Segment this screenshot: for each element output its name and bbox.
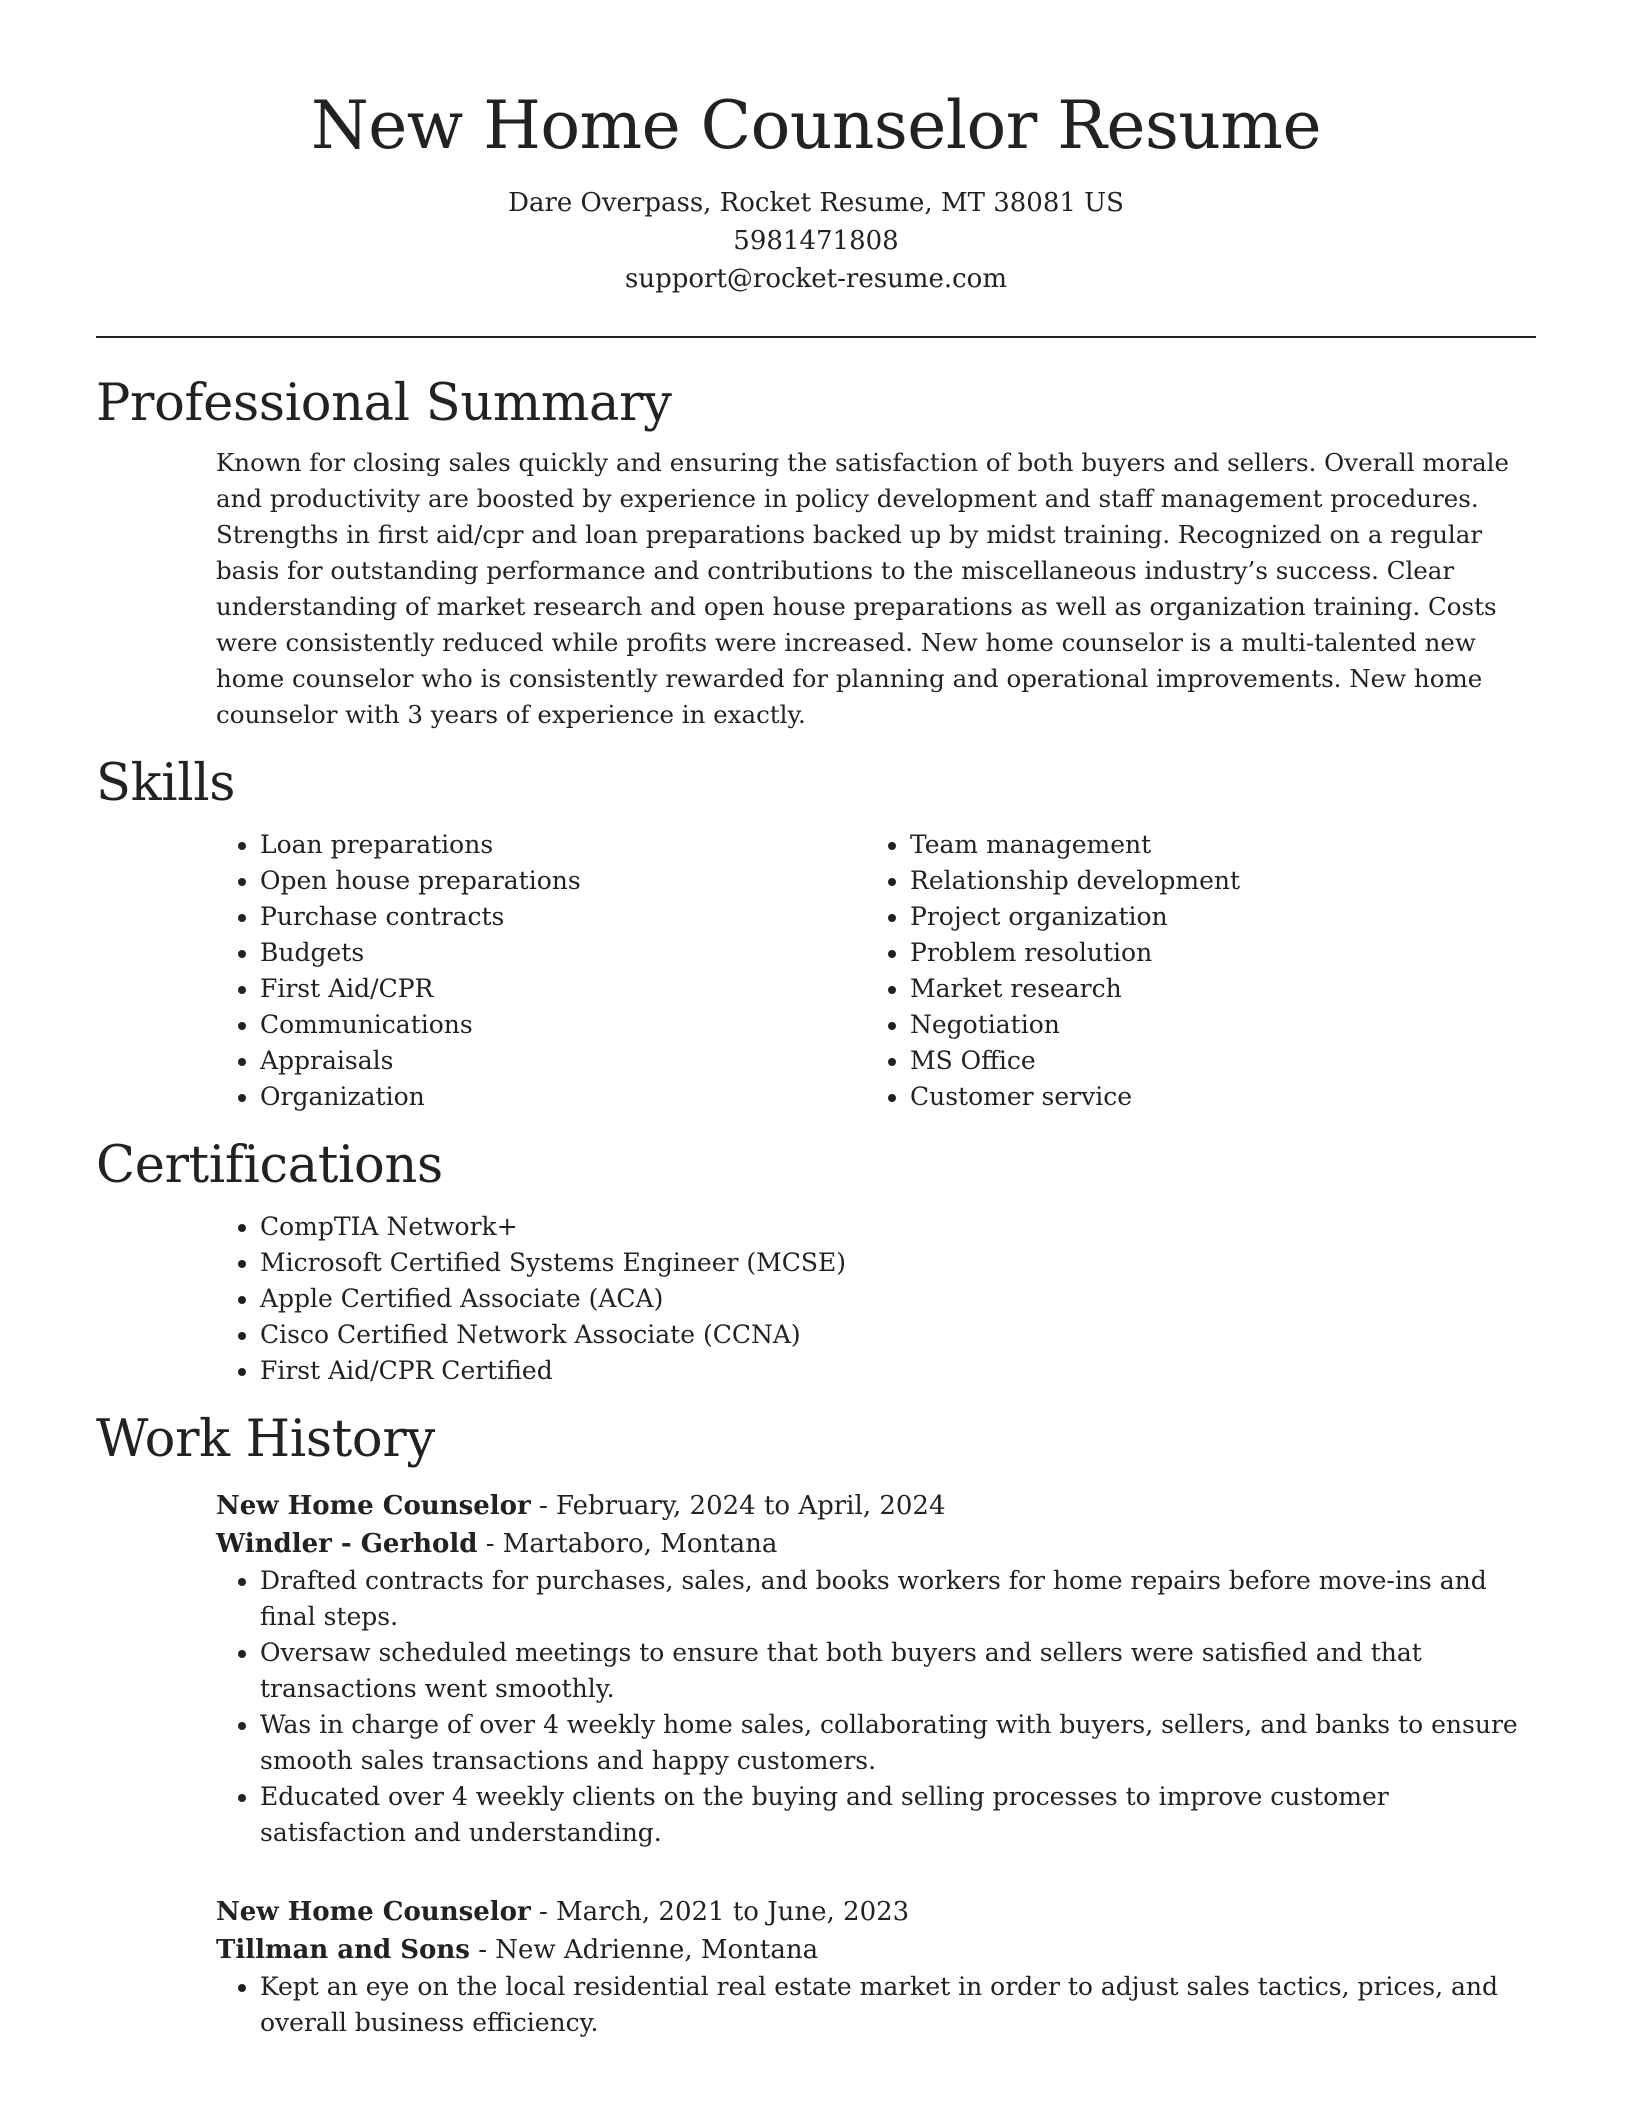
job-dates: - March, 2021 to June, 2023	[530, 1897, 910, 1927]
skill-item: • Team management	[910, 827, 1516, 863]
skills-list-left	[216, 827, 866, 1115]
skill-item: • Appraisals	[260, 1043, 866, 1079]
contact-address: Dare Overpass, Rocket Resume, MT 38081 US	[508, 188, 1124, 218]
certification-item: • Microsoft Certified Systems Engineer (MCSE)	[260, 1245, 1536, 1281]
skills-section	[96, 753, 1536, 1115]
job-company-line	[216, 1931, 1536, 1969]
certification-item: • First Aid/CPR Certified	[260, 1353, 1536, 1389]
skills-heading: Skills	[96, 754, 236, 813]
skills-column-right	[866, 827, 1516, 1115]
certification-item: • Cisco Certified Network Associate (CCNA)	[260, 1317, 1536, 1353]
certification-item: • CompTIA Network+	[260, 1209, 1536, 1245]
job-duty-item: • Educated over 4 weekly clients on the buying and selling processes to improve customer satisfaction and understanding.	[260, 1779, 1536, 1851]
skill-item: • First Aid/CPR	[260, 971, 866, 1007]
job-company: Windler - Gerhold	[216, 1529, 478, 1559]
job-company-line	[216, 1525, 1536, 1563]
job-title-line	[216, 1487, 1536, 1525]
contact-block	[96, 184, 1536, 298]
skill-item: • Purchase contracts	[260, 899, 866, 935]
header-divider	[96, 336, 1536, 338]
job-duty-item: • Was in charge of over 4 weekly home sales, collaborating with buyers, sellers, and banks to ensure smooth sales transactions and happy customers.	[260, 1707, 1536, 1779]
work-history-section	[96, 1409, 1536, 2041]
job-title-line	[216, 1893, 1536, 1931]
job-duty-item: • Kept an eye on the local residential real estate market in order to adjust sales tactics, prices, and overall business efficiency.	[260, 1969, 1536, 2041]
skills-columns	[216, 827, 1536, 1115]
job-title: New Home Counselor	[216, 1897, 531, 1927]
skills-column-left	[216, 827, 866, 1115]
job-location: - New Adrienne, Montana	[469, 1935, 819, 1965]
job-location: - Martaboro, Montana	[477, 1529, 778, 1559]
job-duties-list	[216, 1563, 1536, 1851]
job-title: New Home Counselor	[216, 1491, 531, 1521]
skill-item: • Organization	[260, 1079, 866, 1115]
skill-item: • Relationship development	[910, 863, 1516, 899]
certifications-section	[96, 1135, 1536, 1389]
job-duty-item: • Oversaw scheduled meetings to ensure that both buyers and sellers were satisfied and that transactions went smoothly.	[260, 1635, 1536, 1707]
summary-section	[96, 373, 1536, 733]
certifications-list	[216, 1209, 1536, 1389]
skill-item: • Customer service	[910, 1079, 1516, 1115]
skill-item: • Budgets	[260, 935, 866, 971]
resume-header	[96, 0, 1536, 298]
skill-item: • Market research	[910, 971, 1516, 1007]
skill-item: • Problem resolution	[910, 935, 1516, 971]
contact-email: support@rocket-resume.com	[624, 264, 1007, 294]
resume-page	[96, 0, 1536, 2041]
job-entry	[216, 1893, 1536, 2041]
certification-item: • Apple Certified Associate (ACA)	[260, 1281, 1536, 1317]
skill-item: • Communications	[260, 1007, 866, 1043]
certifications-heading: Certifications	[96, 1136, 443, 1195]
skill-item: • Open house preparations	[260, 863, 866, 899]
skill-item: • Loan preparations	[260, 827, 866, 863]
resume-title: New Home Counselor Resume	[310, 87, 1322, 164]
job-duties-list	[216, 1969, 1536, 2041]
contact-phone: 5981471808	[733, 226, 899, 256]
summary-heading: Professional Summary	[96, 374, 672, 433]
job-company: Tillman and Sons	[216, 1935, 470, 1965]
job-duty-item: • Drafted contracts for purchases, sales, and books workers for home repairs before move-ins and final steps.	[260, 1563, 1536, 1635]
skills-list-right	[866, 827, 1516, 1115]
work-history-heading: Work History	[96, 1410, 435, 1469]
skill-item: • MS Office	[910, 1043, 1516, 1079]
skill-item: • Negotiation	[910, 1007, 1516, 1043]
job-dates: - February, 2024 to April, 2024	[530, 1491, 946, 1521]
certifications-list-wrap	[216, 1209, 1536, 1389]
job-entry	[216, 1487, 1536, 1851]
skill-item: • Project organization	[910, 899, 1516, 935]
summary-text: Known for closing sales quickly and ensuring the satisfaction of both buyers and sellers. Overall morale and productivity are boosted by experience in policy development and staff management procedures. Strengths in first aid/cpr and loan preparations backed up by midst training. Recognized on a regular basis for outstanding performance and contributions to the miscellaneous industry’s success. Clear understanding of market research and open house preparations as well as organization training. Costs were consistently reduced while profits were increased. New home counselor is a multi-talented new home counselor who is consistently rewarded for planning and operational improvements. New home counselor with 3 years of experience in exactly.	[216, 448, 1510, 729]
